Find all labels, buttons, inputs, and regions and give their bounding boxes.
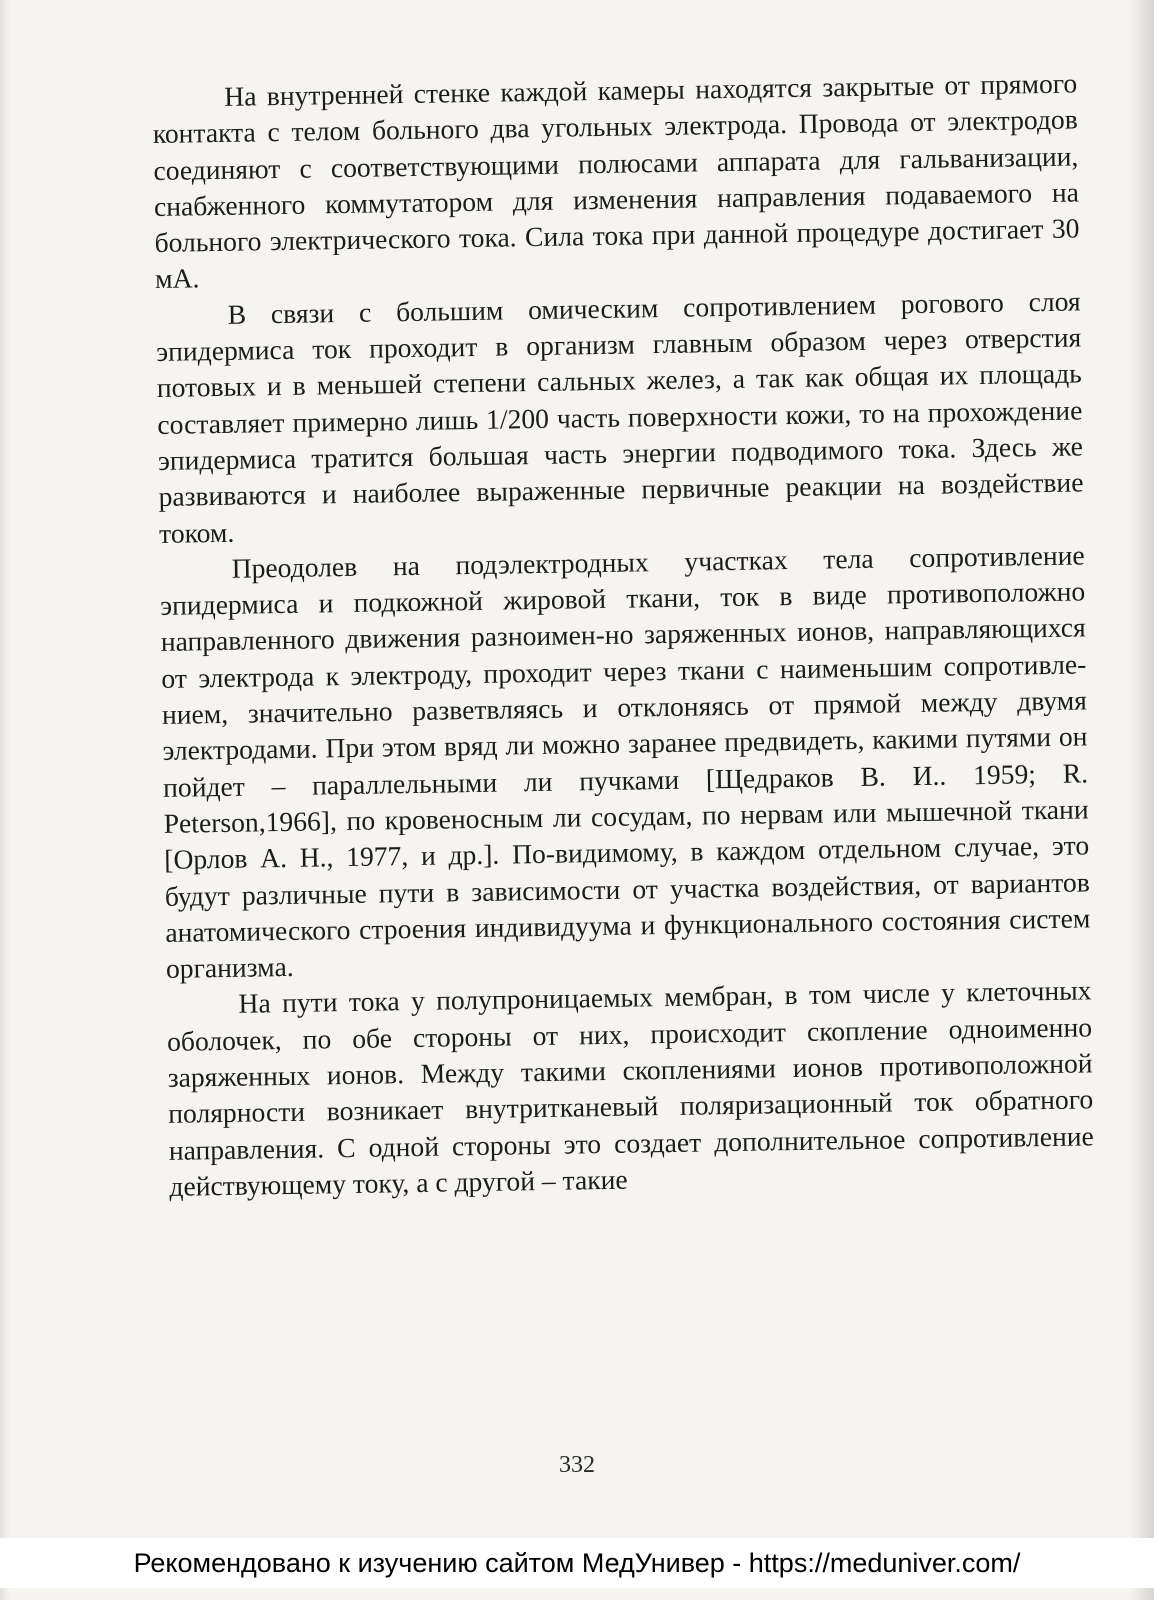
paragraph-1: На внутренней стенке каждой камеры находятся закрытые от прямого контакта с телом больного два угольных электрода. Провода от электродов соединяют с соответствующими полюсами аппарата для гальванизации, снабженного коммутатором для изменения направления подаваемого на больного электрического тока. Сила тока при данной процедуре достигает 30 мА. [152,67,1080,295]
scan-left-edge [0,0,10,1600]
paragraph-4: На пути тока у полупроницаемых мембран, в том числе у клеточных оболочек, по обе стороны от них, происходит скопление одноименно заряженных ионов. Между такими скоплениями ионов противоположной полярности возникает внутритканевый поляризационный ток обратного направления. С одной стороны это создает дополнительное сопротивление действующему току, а с другой – такие [166,974,1094,1202]
page-number: 332 [559,1452,595,1478]
page-body-text [152,65,1095,1205]
paragraph-2: В связи с большим омическим сопротивлением рогового слоя эпидермиса ток проходит в организм главным образом через отверстия потовых и в меньшей степени сальных желез, а так как общая их площадь составляет примерно лишь 1/200 часть поверхности кожи, то на прохождение эпидермиса тратится большая часть энергии подводимого тока. Здесь же развиваются и наиболее выраженные первичные реакции на воздействие током. [156,285,1084,549]
watermark-footer: Рекомендовано к изучению сайтом МедУнивер - https://meduniver.com/ [0,1538,1154,1588]
paragraph-3: Преодолев на подэлектродных участках тела сопротивление эпидермиса и подкожной жировой ткани, ток в виде противоположно направленного движения разноимен-но заряженных ионов, направляющихся от электрода к электроду, проходит через ткани с наименьшим сопротивле-нием, значительно разветвляясь и отклоняясь от прямой между двумя электродами. При этом вряд ли можно заранее предвидеть, какими путями он пойдет – параллельными ли пучками [Щедраков В. И.. 1959; R. Peterson,1966], по кровеносным ли сосудам, по нервам или мышечной ткани [Орлов А. Н., 1977, и др.]. По-видимому, в каждом отдельном случае, это будут различные пути в зависимости от участка воздействия, от вариантов анатомического строения индивидуума и функционального состояния систем организма. [160,539,1091,985]
scan-right-edge [1130,0,1154,1600]
